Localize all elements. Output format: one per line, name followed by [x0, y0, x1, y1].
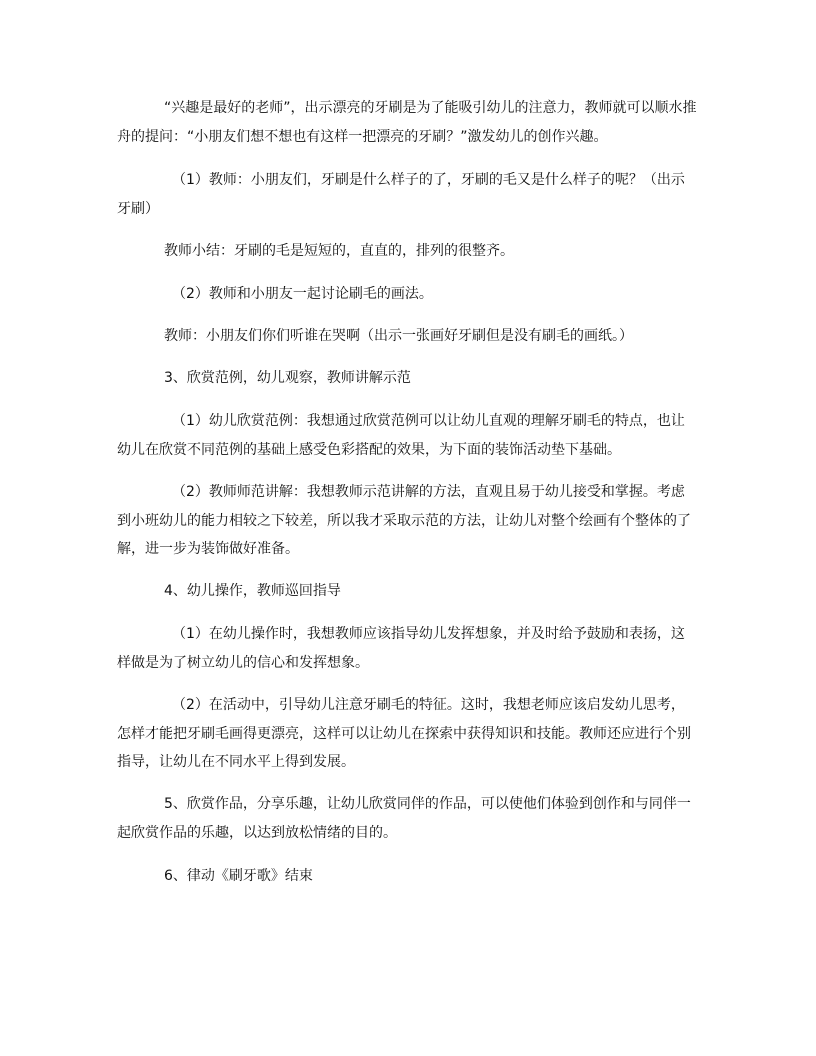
heading-step-6: 6、律动《刷牙歌》结束 — [164, 868, 313, 884]
paragraph-teacher-summary: 教师小结：牙刷的毛是短短的，直直的，排列的很整齐。 — [164, 243, 514, 259]
paragraph-teacher-demo: （2）教师师范讲解：我想教师示范讲解的方法，直观且易于幼儿接受和掌握。考虑到小班幼儿的能力相较之下较差，所以我才采取示范的方法，让幼儿对整个绘画有个整体的了解，进一步为装饰做好准备。 — [117, 484, 691, 557]
paragraph-teacher-question: （1）教师：小朋友们，牙刷是什么样子的了，牙刷的毛又是什么样子的呢？（出示牙刷） — [117, 172, 685, 217]
paragraph-guide-features: （2）在活动中，引导幼儿注意牙刷毛的特征。这时，我想老师应该启发幼儿思考，怎样才能把牙刷毛画得更漂亮，这样可以让幼儿在探索中获得知识和技能。教师还应进行个别指导，让幼儿在不同水平上得到发展。 — [117, 697, 691, 770]
paragraph-who-is-crying: 教师：小朋友们你们听谁在哭啊（出示一张画好牙刷但是没有刷毛的画纸。） — [164, 328, 633, 344]
paragraph-discuss-brush-hair: （2）教师和小朋友一起讨论刷毛的画法。 — [172, 286, 433, 302]
heading-step-3: 3、欣赏范例，幼儿观察，教师讲解示范 — [164, 370, 411, 386]
paragraph-guide-imagination: （1）在幼儿操作时，我想教师应该指导幼儿发挥想象，并及时给予鼓励和表扬，这样做是为了树立幼儿的信心和发挥想象。 — [117, 626, 685, 671]
paragraph-appreciate-examples: （1）幼儿欣赏范例：我想通过欣赏范例可以让幼儿直观的理解牙刷毛的特点，也让幼儿在欣赏不同范例的基础上感受色彩搭配的效果，为下面的装饰活动垫下基础。 — [117, 413, 685, 458]
paragraph-intro: “兴趣是最好的老师”，出示漂亮的牙刷是为了能吸引幼儿的注意力，教师就可以顺水推舟的提问：“小朋友们想不想也有这样一把漂亮的牙刷？”激发幼儿的创作兴趣。 — [117, 100, 697, 145]
paragraph-step-5: 5、欣赏作品，分享乐趣，让幼儿欣赏同伴的作品，可以使他们体验到创作和与同伴一起欣赏作品的乐趣，以达到放松情绪的目的。 — [117, 796, 691, 841]
heading-step-4: 4、幼儿操作，教师巡回指导 — [164, 583, 341, 599]
